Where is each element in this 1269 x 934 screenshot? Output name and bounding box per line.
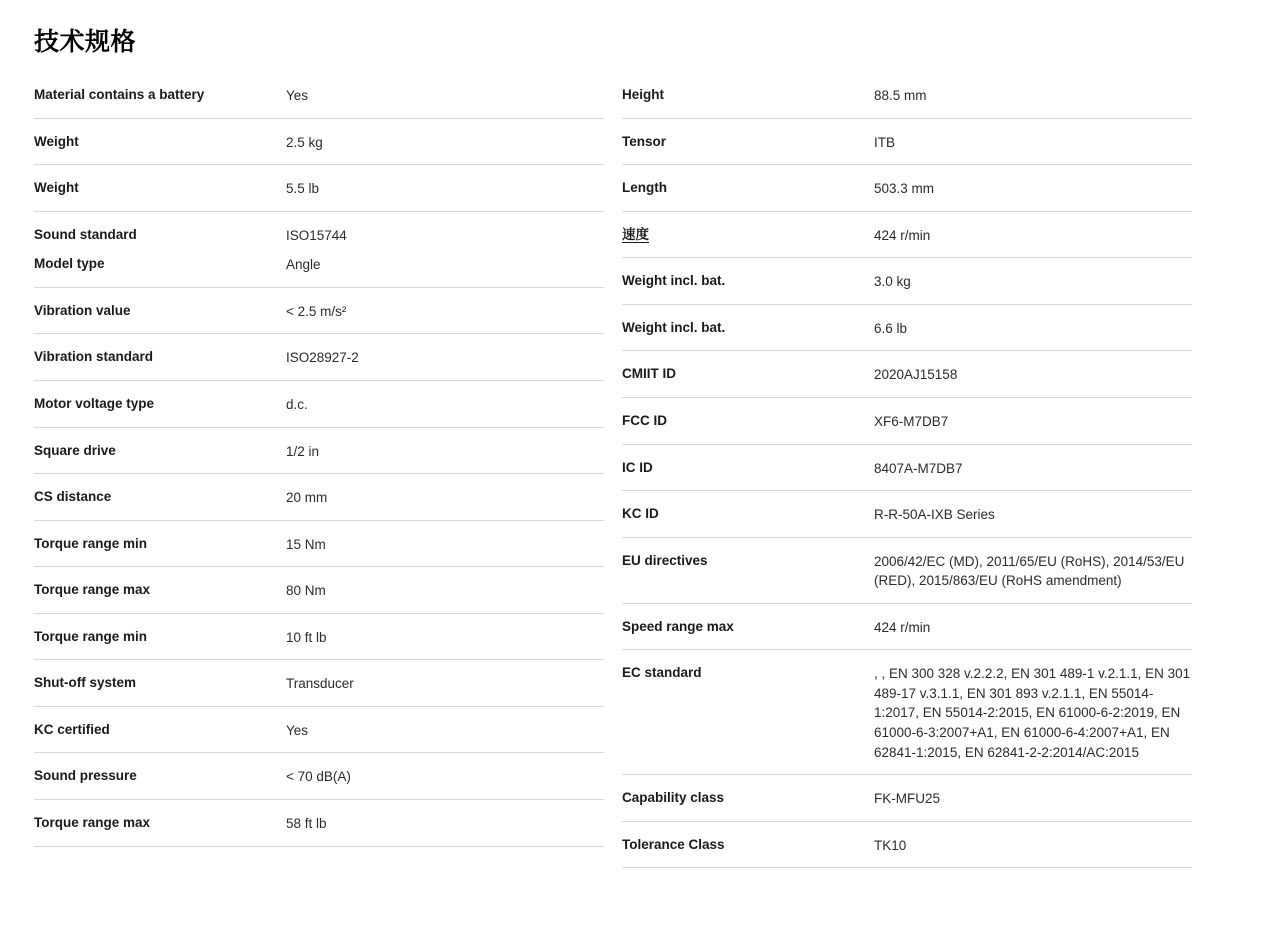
spec-label: CS distance — [34, 489, 112, 505]
spec-row — [34, 614, 604, 661]
spec-label: Motor voltage type — [34, 395, 155, 411]
spec-value: ITB — [874, 134, 896, 150]
specifications-page — [0, 22, 1269, 934]
spec-value: R-R-50A-IXB Series — [874, 507, 995, 523]
spec-label: Vibration standard — [34, 349, 154, 365]
spec-label: IC ID — [622, 459, 653, 475]
spec-row — [34, 707, 604, 754]
specifications-columns — [34, 72, 1235, 868]
spec-value: ISO28927-2 — [286, 350, 359, 366]
spec-label-speed: 速度 — [622, 226, 649, 242]
spec-row — [34, 521, 604, 568]
spec-label: EC standard — [622, 665, 702, 681]
spec-row — [622, 491, 1192, 538]
spec-row — [34, 249, 604, 288]
spec-value: 58 ft lb — [286, 816, 327, 831]
spec-label: Square drive — [34, 442, 116, 458]
spec-value: 2020AJ15158 — [874, 367, 958, 383]
spec-row — [622, 165, 1192, 212]
spec-label: Model type — [34, 256, 105, 272]
spec-label: CMIIT ID — [622, 366, 676, 382]
spec-label: Length — [622, 180, 667, 196]
spec-label: Tensor — [622, 133, 667, 149]
spec-label: Weight — [34, 180, 79, 196]
spec-label: FCC ID — [622, 412, 667, 428]
spec-label: EU directives — [622, 552, 708, 568]
spec-value: 6.6 lb — [874, 320, 908, 336]
spec-value: d.c. — [286, 396, 308, 412]
spec-value: 8407A-M7DB7 — [874, 460, 963, 476]
spec-value: Yes — [286, 88, 309, 103]
spec-value: 15 Nm — [286, 536, 326, 552]
page-title: 技术规格 — [34, 28, 137, 56]
spec-value: < 70 dB(A) — [286, 769, 351, 785]
spec-row — [622, 775, 1192, 822]
spec-value: 80 Nm — [286, 583, 326, 599]
spec-value: Angle — [286, 257, 321, 273]
spec-row — [622, 119, 1192, 166]
spec-row — [622, 258, 1192, 305]
specifications-left-column — [34, 72, 604, 847]
spec-row — [34, 381, 604, 428]
spec-row — [34, 753, 604, 800]
spec-row — [34, 288, 604, 335]
spec-label: Sound pressure — [34, 768, 137, 784]
spec-value: TK10 — [874, 837, 907, 853]
spec-row — [34, 212, 604, 250]
spec-row — [622, 650, 1192, 775]
spec-label: Torque range max — [34, 582, 151, 598]
spec-label: Capability class — [622, 790, 725, 806]
spec-label: Torque range max — [34, 815, 151, 830]
spec-row — [34, 800, 604, 847]
spec-row — [34, 119, 604, 166]
spec-row — [622, 604, 1192, 651]
spec-label: Shut-off system — [34, 675, 137, 691]
spec-label: Weight incl. bat. — [622, 273, 726, 289]
spec-value: ISO15744 — [286, 227, 347, 243]
spec-row — [34, 72, 604, 119]
spec-value: Transducer — [286, 676, 354, 692]
spec-value: < 2.5 m/s² — [286, 303, 347, 319]
spec-label: Torque range min — [34, 628, 148, 644]
spec-value: XF6-M7DB7 — [874, 413, 949, 429]
spec-value: 10 ft lb — [286, 629, 327, 645]
spec-label: KC ID — [622, 506, 659, 522]
spec-label: Sound standard — [34, 226, 137, 242]
spec-value: 5.5 lb — [286, 181, 320, 197]
spec-row — [622, 72, 1192, 119]
spec-value: 503.3 mm — [874, 181, 935, 197]
spec-row — [622, 822, 1192, 869]
spec-row — [34, 567, 604, 614]
spec-row — [34, 165, 604, 212]
spec-label: KC certified — [34, 721, 110, 737]
spec-value: 88.5 mm — [874, 88, 927, 103]
spec-value: 424 r/min — [874, 227, 931, 243]
spec-row — [34, 474, 604, 521]
spec-row — [34, 334, 604, 381]
spec-value: , , EN 300 328 v.2.2.2, EN 301 489-1 v.2.1.1, EN 301 489-17 v.3.1.1, EN 301 893 v.2.1.1, EN 55014-1:2017, EN 55014-2:2015, EN 61000-6-2:2019, EN 61000-6-3:2007+A1, EN 61000-6-4:2007+A1, EN 62841-1:2015, EN 62841-2-2:2014/AC:2015 — [874, 666, 1191, 760]
spec-row — [622, 212, 1192, 259]
spec-label: Vibration value — [34, 302, 131, 318]
specifications-right-column — [622, 72, 1192, 868]
spec-label: Tolerance Class — [622, 836, 725, 852]
spec-row — [622, 305, 1192, 352]
spec-value: 2006/42/EC (MD), 2011/65/EU (RoHS), 2014/53/EU (RED), 2015/863/EU (RoHS amendment) — [874, 553, 1185, 589]
spec-value: FK-MFU25 — [874, 791, 941, 807]
spec-row — [34, 428, 604, 475]
spec-label: Weight incl. bat. — [622, 319, 726, 335]
spec-row — [622, 445, 1192, 492]
spec-label: Speed range max — [622, 618, 734, 634]
spec-value: 3.0 kg — [874, 274, 911, 290]
spec-value: Yes — [286, 722, 309, 738]
spec-value: 424 r/min — [874, 619, 931, 635]
spec-value: 2.5 kg — [286, 134, 323, 150]
spec-row — [622, 538, 1192, 604]
spec-label: Torque range min — [34, 535, 148, 551]
spec-value: 1/2 in — [286, 443, 320, 459]
spec-label: Height — [622, 87, 664, 102]
spec-label: Weight — [34, 133, 79, 149]
spec-row — [622, 351, 1192, 398]
spec-row — [34, 660, 604, 707]
spec-row — [622, 398, 1192, 445]
spec-label: Material contains a battery — [34, 87, 205, 102]
spec-value: 20 mm — [286, 490, 328, 506]
